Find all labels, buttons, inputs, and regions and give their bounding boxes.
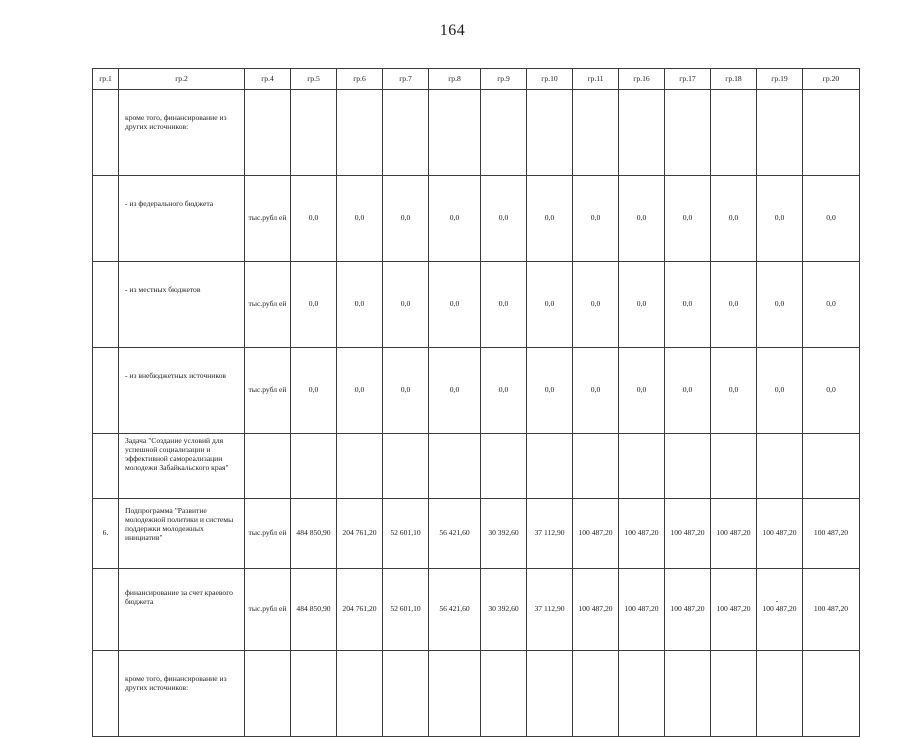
budget-table [92,68,860,737]
value-cell [665,651,711,737]
value-cell [803,651,860,737]
value-cell: 56 421,60 [429,569,481,651]
value-cell [573,90,619,176]
table-header-row [93,69,860,90]
value-cell: 100 487,20 [665,569,711,651]
value-cell: 100 487,20 [711,499,757,569]
value-cell: 100 487,20 [573,499,619,569]
unit-cell: тыс.рубл ей [245,348,291,434]
value-cell [573,651,619,737]
value-cell [665,90,711,176]
value-cell: 0,0 [803,262,860,348]
table-row [93,651,860,737]
value-cell: 100 487,20 [619,569,665,651]
row-name-cell: кроме того, финансирование из других источников: [119,90,245,176]
row-name-cell: Подпрограмма "Развитие молодежной политики и системы поддержки молодежных инициатив" [119,499,245,569]
value-cell: 0,0 [527,348,573,434]
row-name-cell: Задача "Создание условий для успешной социализации и эффективной самореализации молодежи Забайкальского края" [119,434,245,499]
value-cell: 0,0 [337,348,383,434]
page-number: 164 [439,22,466,39]
value-cell [481,651,527,737]
value-cell: 30 392,60 [481,569,527,651]
value-cell: 100 487,20 [711,569,757,651]
table-row [93,569,860,651]
value-cell: 0,0 [429,348,481,434]
value-cell: 0,0 [619,348,665,434]
value-cell: 56 421,60 [429,499,481,569]
column-header: гр.4 [245,69,291,90]
value-cell: 100 487,20 [803,499,860,569]
value-cell [337,90,383,176]
value-cell: 0,0 [481,348,527,434]
value-cell [711,651,757,737]
value-cell [337,434,383,499]
row-number-cell [93,262,119,348]
value-cell [527,434,573,499]
row-number-cell [93,651,119,737]
value-cell [291,90,337,176]
column-header: гр.9 [481,69,527,90]
value-cell: 0,0 [527,176,573,262]
value-cell [711,434,757,499]
value-cell: 0,0 [803,176,860,262]
table-body [93,90,860,737]
value-cell: 0,0 [573,348,619,434]
value-cell: 100 487,20 [757,569,803,651]
value-cell [429,651,481,737]
value-cell [291,434,337,499]
value-cell: 0,0 [291,176,337,262]
value-cell [527,90,573,176]
value-cell [757,90,803,176]
value-cell [429,434,481,499]
value-cell [481,434,527,499]
column-header: гр.2 [119,69,245,90]
table-row [93,262,860,348]
row-name-cell: кроме того, финансирование из других источников: [119,651,245,737]
value-cell: 0,0 [527,262,573,348]
value-cell: 100 487,20 [619,499,665,569]
column-header: гр.18 [711,69,757,90]
column-header: гр.16 [619,69,665,90]
value-cell [481,90,527,176]
value-cell: 100 487,20 [757,499,803,569]
value-cell [429,90,481,176]
value-cell: 0,0 [429,262,481,348]
scan-speck [776,601,778,602]
table-row [93,434,860,499]
row-name-cell: - из федерального бюджета [119,176,245,262]
unit-cell: тыс.рубл ей [245,569,291,651]
column-header: гр.1 [93,69,119,90]
value-cell: 0,0 [803,348,860,434]
column-header: гр.11 [573,69,619,90]
row-number-cell: 6. [93,499,119,569]
unit-cell: тыс.рубл ей [245,176,291,262]
unit-cell [245,434,291,499]
value-cell: 0,0 [383,262,429,348]
value-cell [383,90,429,176]
value-cell [665,434,711,499]
value-cell: 100 487,20 [573,569,619,651]
row-number-cell [93,90,119,176]
unit-cell: тыс.рубл ей [245,262,291,348]
row-name-cell: - из местных бюджетов [119,262,245,348]
table-row [93,90,860,176]
value-cell: 0,0 [573,262,619,348]
value-cell [757,651,803,737]
value-cell: 484 850,90 [291,499,337,569]
value-cell: 0,0 [757,348,803,434]
unit-cell: тыс.рубл ей [245,499,291,569]
value-cell [383,434,429,499]
column-header: гр.8 [429,69,481,90]
value-cell: 100 487,20 [803,569,860,651]
value-cell: 0,0 [711,176,757,262]
row-number-cell [93,176,119,262]
table-row [93,348,860,434]
value-cell: 52 601,10 [383,499,429,569]
value-cell: 100 487,20 [665,499,711,569]
row-number-cell [93,569,119,651]
value-cell: 0,0 [291,262,337,348]
row-name-cell: - из внебюджетных источников [119,348,245,434]
value-cell: 37 112,90 [527,499,573,569]
column-header: гр.6 [337,69,383,90]
row-number-cell [93,434,119,499]
value-cell [619,90,665,176]
value-cell: 204 761,20 [337,499,383,569]
value-cell [619,434,665,499]
value-cell: 0,0 [757,262,803,348]
value-cell: 0,0 [711,348,757,434]
value-cell: 0,0 [619,262,665,348]
value-cell [527,651,573,737]
value-cell: 0,0 [337,176,383,262]
column-header: гр.17 [665,69,711,90]
value-cell: 0,0 [429,176,481,262]
column-header: гр.7 [383,69,429,90]
value-cell: 0,0 [757,176,803,262]
table-row [93,499,860,569]
value-cell [383,651,429,737]
value-cell [619,651,665,737]
unit-cell [245,651,291,737]
value-cell [337,651,383,737]
column-header: гр.5 [291,69,337,90]
value-cell: 0,0 [337,262,383,348]
value-cell: 0,0 [481,176,527,262]
column-header: гр.20 [803,69,860,90]
value-cell: 52 601,10 [383,569,429,651]
value-cell: 0,0 [383,176,429,262]
column-header: гр.19 [757,69,803,90]
value-cell: 30 392,60 [481,499,527,569]
value-cell [757,434,803,499]
value-cell: 0,0 [383,348,429,434]
value-cell: 0,0 [665,348,711,434]
value-cell: 0,0 [481,262,527,348]
row-name-cell: финансирование за счет краевого бюджета [119,569,245,651]
value-cell [803,434,860,499]
value-cell: 0,0 [619,176,665,262]
value-cell: 484 850,90 [291,569,337,651]
value-cell [711,90,757,176]
value-cell: 0,0 [573,176,619,262]
value-cell: 0,0 [665,262,711,348]
unit-cell [245,90,291,176]
value-cell [291,651,337,737]
value-cell: 37 112,90 [527,569,573,651]
value-cell: 0,0 [291,348,337,434]
value-cell [573,434,619,499]
column-header: гр.10 [527,69,573,90]
value-cell: 0,0 [711,262,757,348]
row-number-cell [93,348,119,434]
value-cell [803,90,860,176]
value-cell: 204 761,20 [337,569,383,651]
table-row [93,176,860,262]
value-cell: 0,0 [665,176,711,262]
